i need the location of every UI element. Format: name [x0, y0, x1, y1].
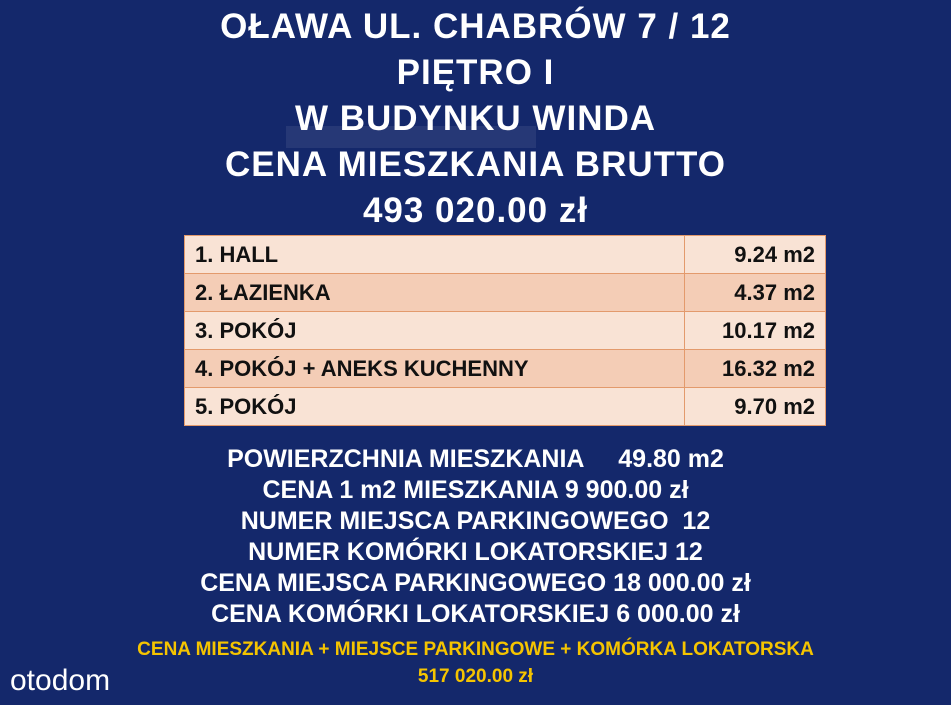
room-area: 4.37 m2 [685, 274, 826, 312]
table-row [185, 312, 826, 350]
floor-label: PIĘTRO I [396, 53, 555, 92]
total-area: POWIERZCHNIA MIESZKANIA 49.80 m2 [227, 445, 724, 473]
parking-number: NUMER MIEJSCA PARKINGOWEGO 12 [240, 507, 711, 535]
summary-block [0, 444, 951, 630]
room-name: 2. ŁAZIENKA [185, 274, 685, 312]
table-row [185, 388, 826, 426]
storage-price: CENA KOMÓRKI LOKATORSKIEJ 6 000.00 zł [211, 600, 740, 628]
total-value: 517 020.00 zł [417, 666, 534, 687]
room-name: 5. POKÓJ [185, 388, 685, 426]
room-area: 10.17 m2 [685, 312, 826, 350]
price-value: 493 020.00 zł [362, 191, 589, 230]
room-name: 1. HALL [185, 236, 685, 274]
table-row [185, 236, 826, 274]
total-label: CENA MIESZKANIA + MIEJSCE PARKINGOWE + KOMÓRKA LOKATORSKA [137, 639, 814, 660]
table-row [185, 274, 826, 312]
faded-overlay-box [286, 126, 536, 148]
table-row [185, 350, 826, 388]
room-name: 4. POKÓJ + ANEKS KUCHENNY [185, 350, 685, 388]
rooms-table [184, 235, 826, 426]
price-label: CENA MIESZKANIA BRUTTO [225, 145, 726, 184]
price-per-m2: CENA 1 m2 MIESZKANIA 9 900.00 zł [262, 476, 689, 504]
total-block [0, 636, 951, 690]
storage-number: NUMER KOMÓRKI LOKATORSKIEJ 12 [248, 538, 703, 566]
elevator-label: W BUDYNKU WINDA [294, 99, 657, 138]
otodom-logo: otodom [10, 664, 111, 697]
room-area: 9.24 m2 [685, 236, 826, 274]
room-area: 16.32 m2 [685, 350, 826, 388]
room-area: 9.70 m2 [685, 388, 826, 426]
parking-price: CENA MIEJSCA PARKINGOWEGO 18 000.00 zł [200, 569, 751, 597]
listing-header [0, 4, 951, 234]
address-title: OŁAWA UL. CHABRÓW 7 / 12 [220, 7, 731, 46]
room-name: 3. POKÓJ [185, 312, 685, 350]
